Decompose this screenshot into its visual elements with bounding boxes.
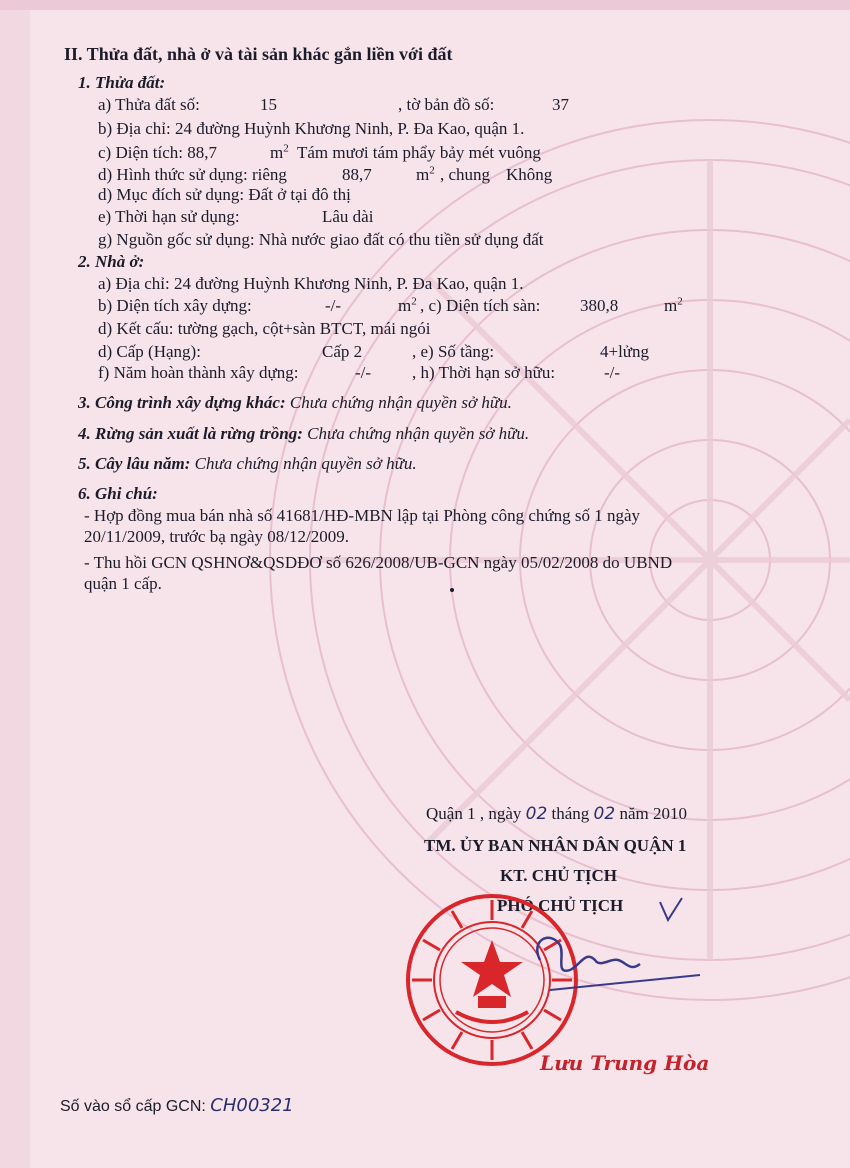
house-floors-value: 4+lửng [600,342,650,361]
house-build-area-value: -/- [325,296,342,315]
house-ownership-term-value: -/- [604,363,621,382]
house-grade-value: Cấp 2 [322,342,363,361]
land-map-value: 37 [552,95,569,114]
notes-heading: 6. Ghi chú: [78,484,158,503]
issue-month: 02 [593,804,616,824]
perennial-trees: 5. Cây lâu năm: Chưa chứng nhận quyền sở hữu. [78,454,417,473]
house-completion-label: f) Năm hoàn thành xây dựng: [98,363,299,382]
land-plot-label: a) Thửa đất số: [98,95,200,114]
land-use-private-value: 88,7 [342,165,372,184]
land-heading: 1. Thửa đất: [78,73,166,92]
notes-line-4: quận 1 cấp. [84,574,162,593]
land-area-unit: $m^2$ [270,142,289,162]
house-structure: d) Kết cấu: tường gạch, cột+sàn BTCT, mái ngói [98,319,431,338]
land-use-unit: $m^2$ [416,164,435,184]
land-map-label: , tờ bản đồ số: [398,95,495,114]
notes-line-1: - Hợp đồng mua bán nhà số 41681/HĐ-MBN lập tại Phòng công chứng số 1 ngày [84,506,641,525]
land-address: b) Địa chỉ: 24 đường Huỳnh Khương Ninh, P. Đa Kao, quận 1. [98,119,525,138]
land-term-label: e) Thời hạn sử dụng: [98,207,240,226]
handwritten-signature-icon [510,890,710,1000]
signatory-name: Lưu Trung Hòa [540,1051,710,1075]
land-origin: g) Nguồn gốc sử dụng: Nhà nước giao đất có thu tiền sử dụng đất [98,230,544,249]
house-floor-area-unit: $m^2$ [664,295,683,315]
signatory-title: PHÓ CHỦ TỊCH [497,896,624,915]
issue-day: 02 [525,804,548,824]
house-ownership-term-label: , h) Thời hạn sở hữu: [412,363,556,382]
other-construction: 3. Công trình xây dựng khác: Chưa chứng nhận quyền sở hữu. [78,393,512,412]
house-completion-value: -/- [355,363,372,382]
house-address: a) Địa chỉ: 24 đường Huỳnh Khương Ninh, P. Đa Kao, quận 1. [98,274,524,293]
registry-label: Số vào sổ cấp GCN: [60,1098,206,1115]
land-use-shared-value: Không [506,165,553,184]
house-grade-label: d) Cấp (Hạng): [98,342,201,361]
signatory-kt: KT. CHỦ TỊCH [500,866,617,885]
house-build-area-label: b) Diện tích xây dựng: [98,296,252,315]
issue-date: Quận 1 , ngày 02 tháng 02 năm 2010 [426,804,687,824]
notes-line-3: - Thu hồi GCN QSHNƠ&QSDĐƠ số 626/2008/UB-GCN ngày 05/02/2008 do UBND [84,553,673,572]
section-title: II. Thửa đất, nhà ở và tài sản khác gắn liền với đất [64,44,453,64]
house-floor-area-value: 380,8 [580,296,619,315]
land-area-label: c) Diện tích: 88,7 [98,143,217,162]
notes-line-2: 20/11/2009, trước bạ ngày 08/12/2009. [84,527,349,546]
registry-value: CH00321 [210,1095,294,1116]
land-area-words: Tám mươi tám phẩy bảy mét vuông [297,143,541,162]
registry-number [60,1096,294,1117]
land-purpose: d) Mục đích sử dụng: Đất ở tại đô thị [98,185,351,204]
production-forest: 4. Rừng sản xuất là rừng trồng: Chưa chứng nhận quyền sở hữu. [78,424,530,443]
house-floors-label: , e) Số tầng: [412,342,495,361]
issuing-authority: TM. ỦY BAN NHÂN DÂN QUẬN 1 [424,836,687,855]
land-plot-value: 15 [260,95,277,114]
land-term-value: Lâu dài [322,207,374,226]
house-build-area-unit: $m^2$ [398,295,417,315]
land-use-shared-label: , chung [440,165,491,184]
house-heading: 2. Nhà ở: [78,252,145,271]
house-floor-area-label: , c) Diện tích sàn: [420,296,541,315]
land-use-form-label: d) Hình thức sử dụng: riêng [98,165,287,184]
